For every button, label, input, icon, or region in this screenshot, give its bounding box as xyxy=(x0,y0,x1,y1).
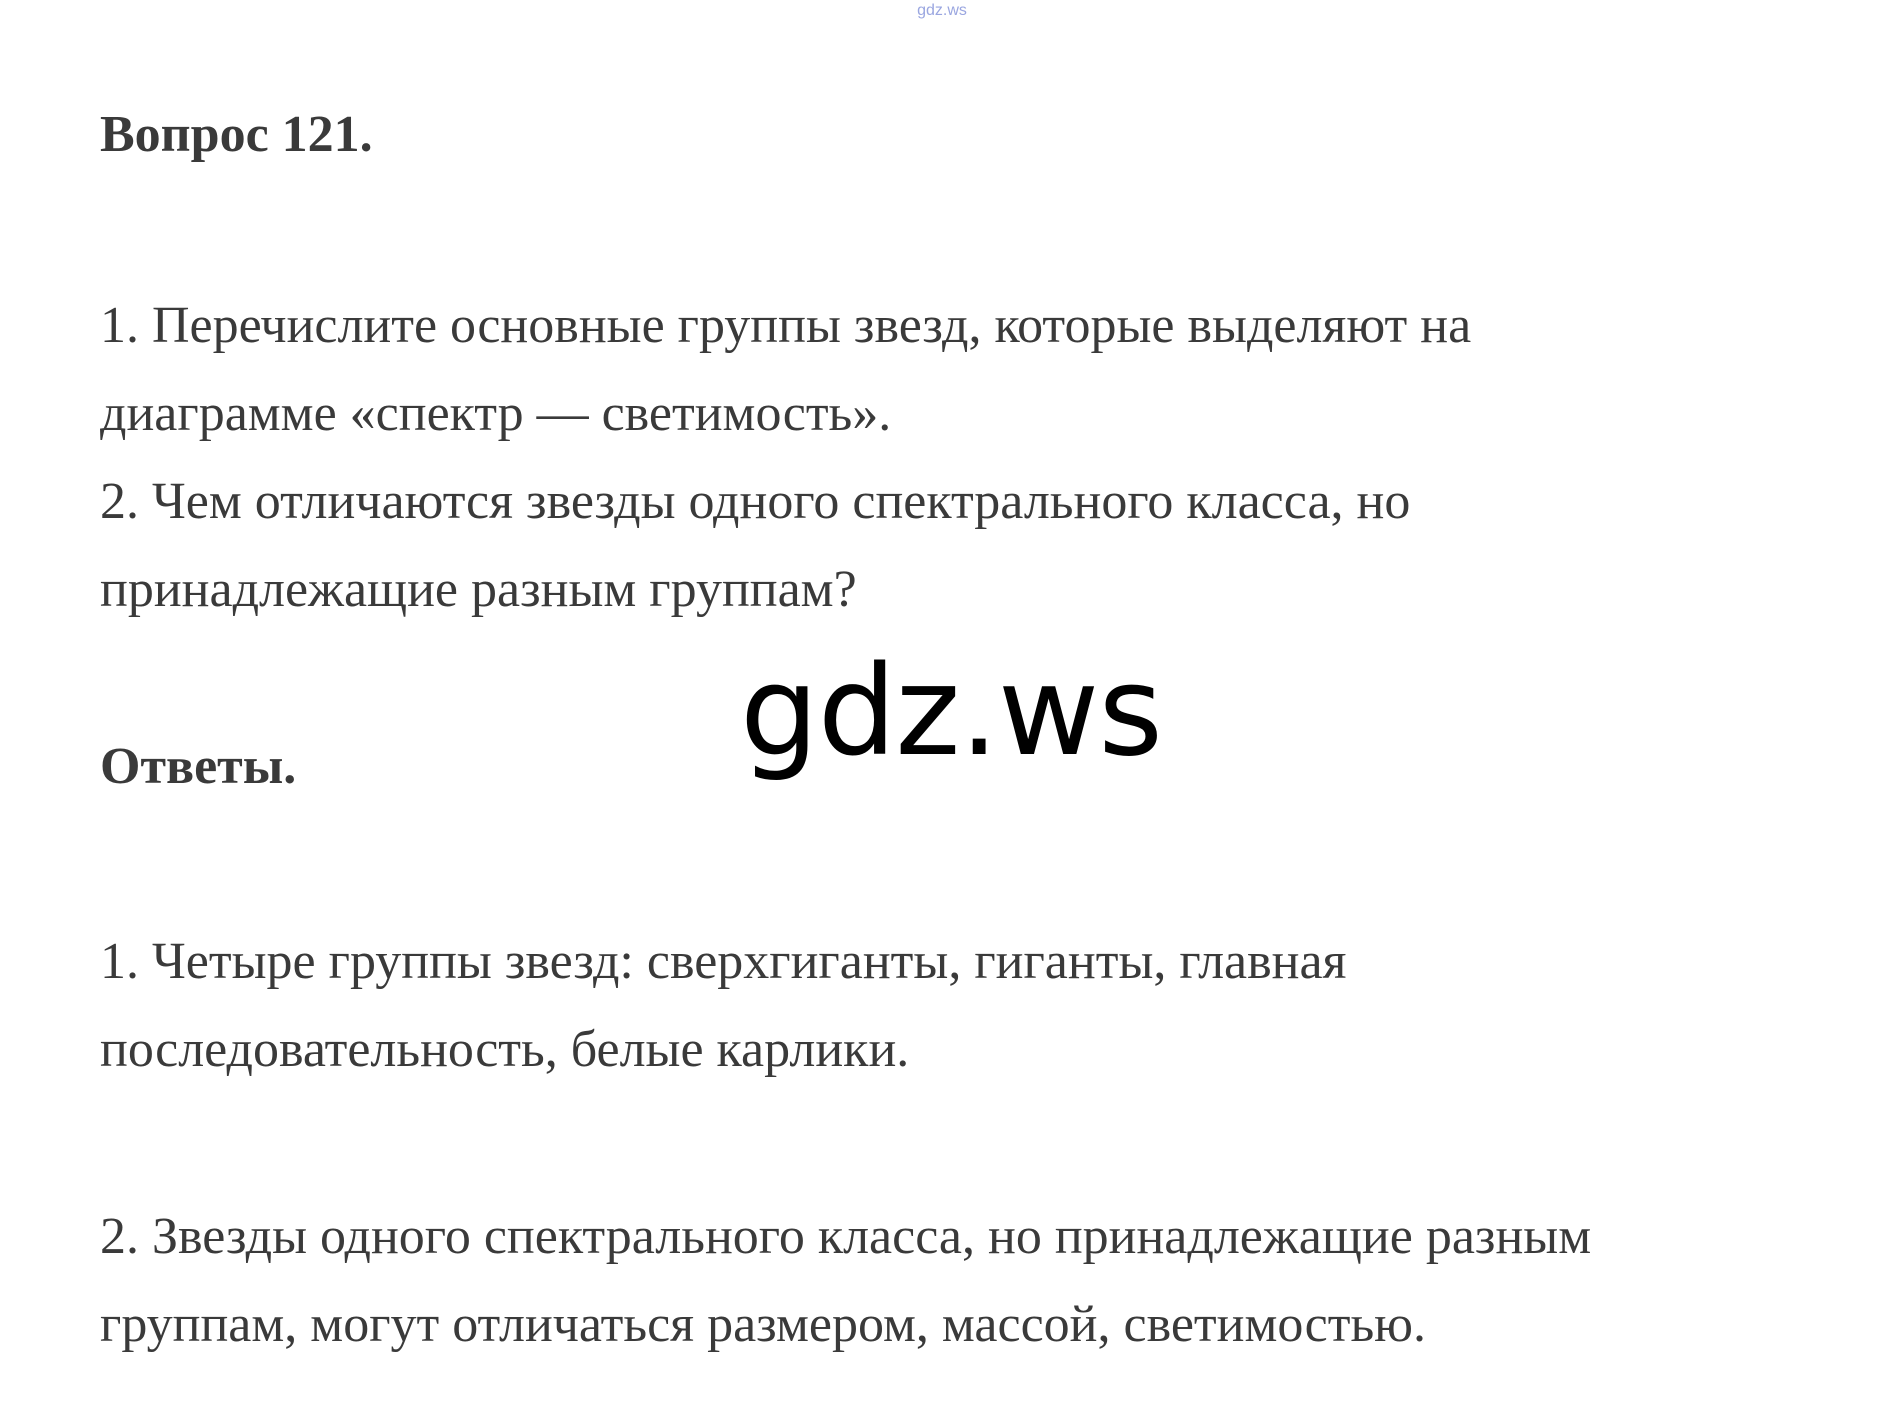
question-line: принадлежащие разным группам? xyxy=(100,561,857,618)
answer-1 xyxy=(100,918,1840,1094)
answer-2 xyxy=(100,1193,1840,1369)
answer-line: группам, могут отличаться размером, массой, светимостью. xyxy=(100,1296,1427,1353)
question-title: Вопрос 121. xyxy=(100,106,373,163)
top-watermark: gdz.ws xyxy=(917,2,967,19)
answer-line: 2. Звезды одного спектрального класса, но принадлежащие разным xyxy=(100,1208,1592,1265)
answer-line: последовательность, белые карлики. xyxy=(100,1021,910,1078)
question-line: 2. Чем отличаются звезды одного спектрального класса, но xyxy=(100,473,1411,530)
question-line: 1. Перечислите основные группы звезд, которые выделяют на xyxy=(100,297,1472,354)
question-text xyxy=(100,282,1840,634)
center-watermark: gdz.ws xyxy=(740,640,1162,784)
answer-line: 1. Четыре группы звезд: сверхгиганты, гиганты, главная xyxy=(100,933,1347,990)
question-line: диаграмме «спектр — светимость». xyxy=(100,385,892,442)
answers-heading: Ответы. xyxy=(100,738,297,795)
